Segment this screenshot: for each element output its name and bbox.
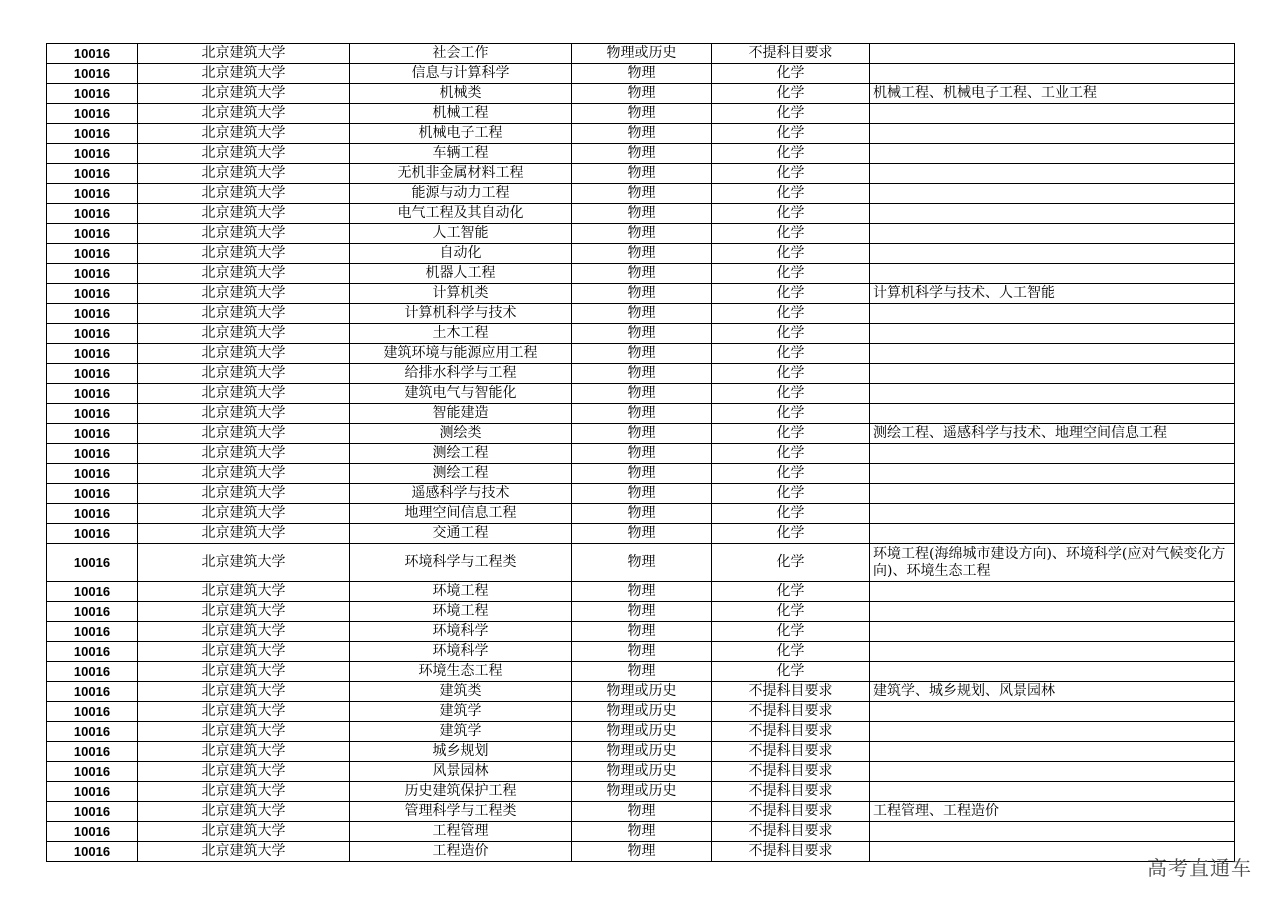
first-subject-cell: 物理 [572, 184, 712, 204]
school-code-cell: 10016 [47, 204, 138, 224]
major-name-cell: 地理空间信息工程 [350, 504, 572, 524]
school-code-cell: 10016 [47, 782, 138, 802]
school-name-cell: 北京建筑大学 [138, 642, 350, 662]
subject-requirement-cell: 不提科目要求 [712, 762, 870, 782]
major-name-cell: 电气工程及其自动化 [350, 204, 572, 224]
included-majors-cell [870, 622, 1235, 642]
major-name-cell: 智能建造 [350, 404, 572, 424]
first-subject-cell: 物理或历史 [572, 742, 712, 762]
school-code-cell: 10016 [47, 524, 138, 544]
school-code-cell: 10016 [47, 344, 138, 364]
school-code-cell: 10016 [47, 602, 138, 622]
included-majors-cell [870, 204, 1235, 224]
subject-requirement-cell: 不提科目要求 [712, 842, 870, 862]
included-majors-cell [870, 602, 1235, 622]
school-code-cell: 10016 [47, 384, 138, 404]
subject-requirement-cell: 化学 [712, 384, 870, 404]
first-subject-cell: 物理 [572, 662, 712, 682]
school-name-cell: 北京建筑大学 [138, 344, 350, 364]
table-row [47, 424, 1235, 444]
included-majors-cell [870, 444, 1235, 464]
school-name-cell: 北京建筑大学 [138, 802, 350, 822]
school-name-cell: 北京建筑大学 [138, 662, 350, 682]
subject-requirement-cell: 不提科目要求 [712, 802, 870, 822]
first-subject-cell: 物理 [572, 344, 712, 364]
table-row [47, 324, 1235, 344]
subject-requirements-table [46, 43, 1235, 862]
school-code-cell: 10016 [47, 662, 138, 682]
included-majors-cell [870, 104, 1235, 124]
subject-requirement-cell: 化学 [712, 364, 870, 384]
school-code-cell: 10016 [47, 64, 138, 84]
table-row [47, 582, 1235, 602]
table-row [47, 702, 1235, 722]
subject-requirement-cell: 不提科目要求 [712, 44, 870, 64]
included-majors-cell [870, 64, 1235, 84]
first-subject-cell: 物理 [572, 582, 712, 602]
table-row [47, 204, 1235, 224]
school-code-cell: 10016 [47, 582, 138, 602]
first-subject-cell: 物理 [572, 842, 712, 862]
table-row [47, 642, 1235, 662]
subject-requirement-cell: 化学 [712, 64, 870, 84]
school-code-cell: 10016 [47, 164, 138, 184]
major-name-cell: 工程造价 [350, 842, 572, 862]
school-code-cell: 10016 [47, 304, 138, 324]
table-row [47, 404, 1235, 424]
subject-requirement-cell: 化学 [712, 84, 870, 104]
first-subject-cell: 物理 [572, 124, 712, 144]
subject-requirement-cell: 化学 [712, 642, 870, 662]
subject-requirement-cell: 化学 [712, 324, 870, 344]
school-code-cell: 10016 [47, 104, 138, 124]
subject-requirement-cell: 化学 [712, 582, 870, 602]
major-name-cell: 机械类 [350, 84, 572, 104]
major-name-cell: 交通工程 [350, 524, 572, 544]
first-subject-cell: 物理或历史 [572, 44, 712, 64]
first-subject-cell: 物理 [572, 424, 712, 444]
major-name-cell: 建筑类 [350, 682, 572, 702]
major-name-cell: 社会工作 [350, 44, 572, 64]
school-name-cell: 北京建筑大学 [138, 762, 350, 782]
table-row [47, 662, 1235, 682]
subject-requirement-cell: 化学 [712, 144, 870, 164]
school-name-cell: 北京建筑大学 [138, 504, 350, 524]
school-code-cell: 10016 [47, 642, 138, 662]
school-code-cell: 10016 [47, 822, 138, 842]
first-subject-cell: 物理或历史 [572, 702, 712, 722]
school-code-cell: 10016 [47, 244, 138, 264]
first-subject-cell: 物理 [572, 324, 712, 344]
included-majors-cell [870, 124, 1235, 144]
major-name-cell: 机器人工程 [350, 264, 572, 284]
included-majors-cell [870, 484, 1235, 504]
subject-requirement-cell: 不提科目要求 [712, 702, 870, 722]
school-code-cell: 10016 [47, 224, 138, 244]
first-subject-cell: 物理 [572, 464, 712, 484]
table-row [47, 304, 1235, 324]
included-majors-cell: 工程管理、工程造价 [870, 802, 1235, 822]
included-majors-cell [870, 662, 1235, 682]
major-name-cell: 给排水科学与工程 [350, 364, 572, 384]
major-name-cell: 城乡规划 [350, 742, 572, 762]
included-majors-cell [870, 642, 1235, 662]
first-subject-cell: 物理 [572, 484, 712, 504]
school-code-cell: 10016 [47, 682, 138, 702]
major-name-cell: 环境工程 [350, 602, 572, 622]
table-row [47, 682, 1235, 702]
school-code-cell: 10016 [47, 842, 138, 862]
major-name-cell: 测绘类 [350, 424, 572, 444]
school-name-cell: 北京建筑大学 [138, 224, 350, 244]
subject-requirement-cell: 化学 [712, 424, 870, 444]
first-subject-cell: 物理 [572, 224, 712, 244]
table-row [47, 484, 1235, 504]
first-subject-cell: 物理 [572, 802, 712, 822]
table-row [47, 822, 1235, 842]
school-code-cell: 10016 [47, 544, 138, 582]
school-name-cell: 北京建筑大学 [138, 284, 350, 304]
school-code-cell: 10016 [47, 702, 138, 722]
major-name-cell: 建筑学 [350, 702, 572, 722]
table-row [47, 504, 1235, 524]
table-row [47, 722, 1235, 742]
major-name-cell: 信息与计算科学 [350, 64, 572, 84]
school-code-cell: 10016 [47, 184, 138, 204]
school-name-cell: 北京建筑大学 [138, 582, 350, 602]
table-row [47, 124, 1235, 144]
table-row [47, 802, 1235, 822]
school-name-cell: 北京建筑大学 [138, 64, 350, 84]
school-name-cell: 北京建筑大学 [138, 304, 350, 324]
included-majors-cell: 测绘工程、遥感科学与技术、地理空间信息工程 [870, 424, 1235, 444]
major-name-cell: 机械电子工程 [350, 124, 572, 144]
first-subject-cell: 物理 [572, 104, 712, 124]
table-row [47, 742, 1235, 762]
included-majors-cell [870, 702, 1235, 722]
school-code-cell: 10016 [47, 622, 138, 642]
included-majors-cell: 建筑学、城乡规划、风景园林 [870, 682, 1235, 702]
major-name-cell: 管理科学与工程类 [350, 802, 572, 822]
included-majors-cell [870, 582, 1235, 602]
school-code-cell: 10016 [47, 424, 138, 444]
school-code-cell: 10016 [47, 84, 138, 104]
school-code-cell: 10016 [47, 444, 138, 464]
school-name-cell: 北京建筑大学 [138, 602, 350, 622]
subject-requirement-cell: 化学 [712, 184, 870, 204]
major-name-cell: 计算机类 [350, 284, 572, 304]
school-name-cell: 北京建筑大学 [138, 324, 350, 344]
major-name-cell: 建筑学 [350, 722, 572, 742]
major-name-cell: 环境生态工程 [350, 662, 572, 682]
school-code-cell: 10016 [47, 484, 138, 504]
school-name-cell: 北京建筑大学 [138, 244, 350, 264]
first-subject-cell: 物理 [572, 304, 712, 324]
subject-requirement-cell: 化学 [712, 164, 870, 184]
school-code-cell: 10016 [47, 324, 138, 344]
school-name-cell: 北京建筑大学 [138, 842, 350, 862]
major-name-cell: 自动化 [350, 244, 572, 264]
watermark-text: 高考直通车 [1147, 856, 1252, 880]
included-majors-cell [870, 244, 1235, 264]
included-majors-cell [870, 44, 1235, 64]
included-majors-cell [870, 344, 1235, 364]
subject-requirement-cell: 化学 [712, 224, 870, 244]
major-name-cell: 车辆工程 [350, 144, 572, 164]
subject-requirement-cell: 化学 [712, 264, 870, 284]
major-name-cell: 能源与动力工程 [350, 184, 572, 204]
major-name-cell: 土木工程 [350, 324, 572, 344]
included-majors-cell [870, 144, 1235, 164]
subject-requirement-cell: 化学 [712, 622, 870, 642]
subject-requirement-cell: 化学 [712, 444, 870, 464]
subject-requirement-cell: 化学 [712, 404, 870, 424]
major-name-cell: 测绘工程 [350, 444, 572, 464]
table-row [47, 104, 1235, 124]
school-name-cell: 北京建筑大学 [138, 544, 350, 582]
school-code-cell: 10016 [47, 722, 138, 742]
school-name-cell: 北京建筑大学 [138, 484, 350, 504]
first-subject-cell: 物理 [572, 284, 712, 304]
subject-requirement-cell: 化学 [712, 204, 870, 224]
subject-requirement-cell: 化学 [712, 504, 870, 524]
school-name-cell: 北京建筑大学 [138, 184, 350, 204]
major-name-cell: 测绘工程 [350, 464, 572, 484]
major-name-cell: 人工智能 [350, 224, 572, 244]
subject-requirement-cell: 化学 [712, 124, 870, 144]
school-name-cell: 北京建筑大学 [138, 822, 350, 842]
subject-requirement-cell: 化学 [712, 244, 870, 264]
school-name-cell: 北京建筑大学 [138, 524, 350, 544]
subject-requirement-cell: 化学 [712, 544, 870, 582]
school-name-cell: 北京建筑大学 [138, 44, 350, 64]
table-row [47, 602, 1235, 622]
school-code-cell: 10016 [47, 144, 138, 164]
table-row [47, 464, 1235, 484]
school-name-cell: 北京建筑大学 [138, 264, 350, 284]
included-majors-cell [870, 782, 1235, 802]
school-name-cell: 北京建筑大学 [138, 104, 350, 124]
school-name-cell: 北京建筑大学 [138, 742, 350, 762]
subject-requirement-cell: 化学 [712, 284, 870, 304]
first-subject-cell: 物理 [572, 524, 712, 544]
school-code-cell: 10016 [47, 264, 138, 284]
table-row [47, 284, 1235, 304]
table-row [47, 224, 1235, 244]
subject-requirement-cell: 化学 [712, 304, 870, 324]
first-subject-cell: 物理 [572, 204, 712, 224]
school-name-cell: 北京建筑大学 [138, 424, 350, 444]
first-subject-cell: 物理或历史 [572, 762, 712, 782]
table-row [47, 842, 1235, 862]
table-row [47, 64, 1235, 84]
table-row [47, 164, 1235, 184]
included-majors-cell [870, 324, 1235, 344]
included-majors-cell [870, 504, 1235, 524]
subject-requirement-cell: 化学 [712, 484, 870, 504]
major-name-cell: 无机非金属材料工程 [350, 164, 572, 184]
school-name-cell: 北京建筑大学 [138, 464, 350, 484]
school-name-cell: 北京建筑大学 [138, 702, 350, 722]
first-subject-cell: 物理 [572, 364, 712, 384]
school-code-cell: 10016 [47, 464, 138, 484]
included-majors-cell [870, 184, 1235, 204]
table-row [47, 544, 1235, 582]
subject-requirement-cell: 不提科目要求 [712, 822, 870, 842]
included-majors-cell [870, 722, 1235, 742]
subject-requirement-cell: 不提科目要求 [712, 722, 870, 742]
table-row [47, 264, 1235, 284]
school-name-cell: 北京建筑大学 [138, 384, 350, 404]
first-subject-cell: 物理 [572, 642, 712, 662]
first-subject-cell: 物理 [572, 822, 712, 842]
table-row [47, 184, 1235, 204]
included-majors-cell: 计算机科学与技术、人工智能 [870, 284, 1235, 304]
subject-requirement-cell: 化学 [712, 662, 870, 682]
school-code-cell: 10016 [47, 762, 138, 782]
first-subject-cell: 物理 [572, 404, 712, 424]
table-row [47, 782, 1235, 802]
table-row [47, 622, 1235, 642]
school-name-cell: 北京建筑大学 [138, 682, 350, 702]
major-name-cell: 历史建筑保护工程 [350, 782, 572, 802]
included-majors-cell [870, 164, 1235, 184]
first-subject-cell: 物理或历史 [572, 722, 712, 742]
subject-requirement-cell: 不提科目要求 [712, 782, 870, 802]
table-row [47, 44, 1235, 64]
included-majors-cell [870, 742, 1235, 762]
table-row [47, 524, 1235, 544]
major-name-cell: 机械工程 [350, 104, 572, 124]
table-row [47, 364, 1235, 384]
major-name-cell: 环境科学 [350, 642, 572, 662]
subject-requirement-cell: 化学 [712, 104, 870, 124]
school-name-cell: 北京建筑大学 [138, 84, 350, 104]
included-majors-cell [870, 464, 1235, 484]
included-majors-cell [870, 384, 1235, 404]
included-majors-cell [870, 404, 1235, 424]
school-name-cell: 北京建筑大学 [138, 164, 350, 184]
included-majors-cell: 机械工程、机械电子工程、工业工程 [870, 84, 1235, 104]
major-name-cell: 建筑电气与智能化 [350, 384, 572, 404]
table-row [47, 244, 1235, 264]
included-majors-cell [870, 822, 1235, 842]
first-subject-cell: 物理 [572, 504, 712, 524]
first-subject-cell: 物理 [572, 244, 712, 264]
first-subject-cell: 物理或历史 [572, 782, 712, 802]
school-code-cell: 10016 [47, 124, 138, 144]
major-name-cell: 工程管理 [350, 822, 572, 842]
subject-requirement-cell: 不提科目要求 [712, 682, 870, 702]
first-subject-cell: 物理或历史 [572, 682, 712, 702]
included-majors-cell [870, 524, 1235, 544]
subject-requirement-cell: 化学 [712, 344, 870, 364]
major-name-cell: 环境科学与工程类 [350, 544, 572, 582]
school-name-cell: 北京建筑大学 [138, 204, 350, 224]
school-code-cell: 10016 [47, 504, 138, 524]
major-name-cell: 建筑环境与能源应用工程 [350, 344, 572, 364]
included-majors-cell [870, 264, 1235, 284]
major-name-cell: 风景园林 [350, 762, 572, 782]
school-name-cell: 北京建筑大学 [138, 722, 350, 742]
subject-requirement-cell: 化学 [712, 524, 870, 544]
table-row [47, 384, 1235, 404]
first-subject-cell: 物理 [572, 602, 712, 622]
school-name-cell: 北京建筑大学 [138, 782, 350, 802]
school-code-cell: 10016 [47, 404, 138, 424]
included-majors-cell [870, 304, 1235, 324]
first-subject-cell: 物理 [572, 164, 712, 184]
first-subject-cell: 物理 [572, 144, 712, 164]
school-name-cell: 北京建筑大学 [138, 124, 350, 144]
subject-requirement-cell: 化学 [712, 602, 870, 622]
included-majors-cell [870, 364, 1235, 384]
school-name-cell: 北京建筑大学 [138, 444, 350, 464]
table-row [47, 144, 1235, 164]
subject-requirement-cell: 不提科目要求 [712, 742, 870, 762]
school-name-cell: 北京建筑大学 [138, 364, 350, 384]
first-subject-cell: 物理 [572, 622, 712, 642]
subject-requirement-cell: 化学 [712, 464, 870, 484]
table-body [47, 44, 1235, 862]
major-name-cell: 环境科学 [350, 622, 572, 642]
major-name-cell: 遥感科学与技术 [350, 484, 572, 504]
school-code-cell: 10016 [47, 284, 138, 304]
first-subject-cell: 物理 [572, 264, 712, 284]
table-row [47, 762, 1235, 782]
first-subject-cell: 物理 [572, 64, 712, 84]
school-code-cell: 10016 [47, 802, 138, 822]
major-name-cell: 环境工程 [350, 582, 572, 602]
school-code-cell: 10016 [47, 742, 138, 762]
major-name-cell: 计算机科学与技术 [350, 304, 572, 324]
school-name-cell: 北京建筑大学 [138, 144, 350, 164]
included-majors-cell [870, 762, 1235, 782]
included-majors-cell: 环境工程(海绵城市建设方向)、环境科学(应对气候变化方向)、环境生态工程 [870, 544, 1235, 582]
first-subject-cell: 物理 [572, 84, 712, 104]
school-name-cell: 北京建筑大学 [138, 404, 350, 424]
table-row [47, 84, 1235, 104]
first-subject-cell: 物理 [572, 384, 712, 404]
first-subject-cell: 物理 [572, 444, 712, 464]
table-row [47, 444, 1235, 464]
school-name-cell: 北京建筑大学 [138, 622, 350, 642]
school-code-cell: 10016 [47, 44, 138, 64]
school-code-cell: 10016 [47, 364, 138, 384]
table-row [47, 344, 1235, 364]
included-majors-cell [870, 224, 1235, 244]
first-subject-cell: 物理 [572, 544, 712, 582]
